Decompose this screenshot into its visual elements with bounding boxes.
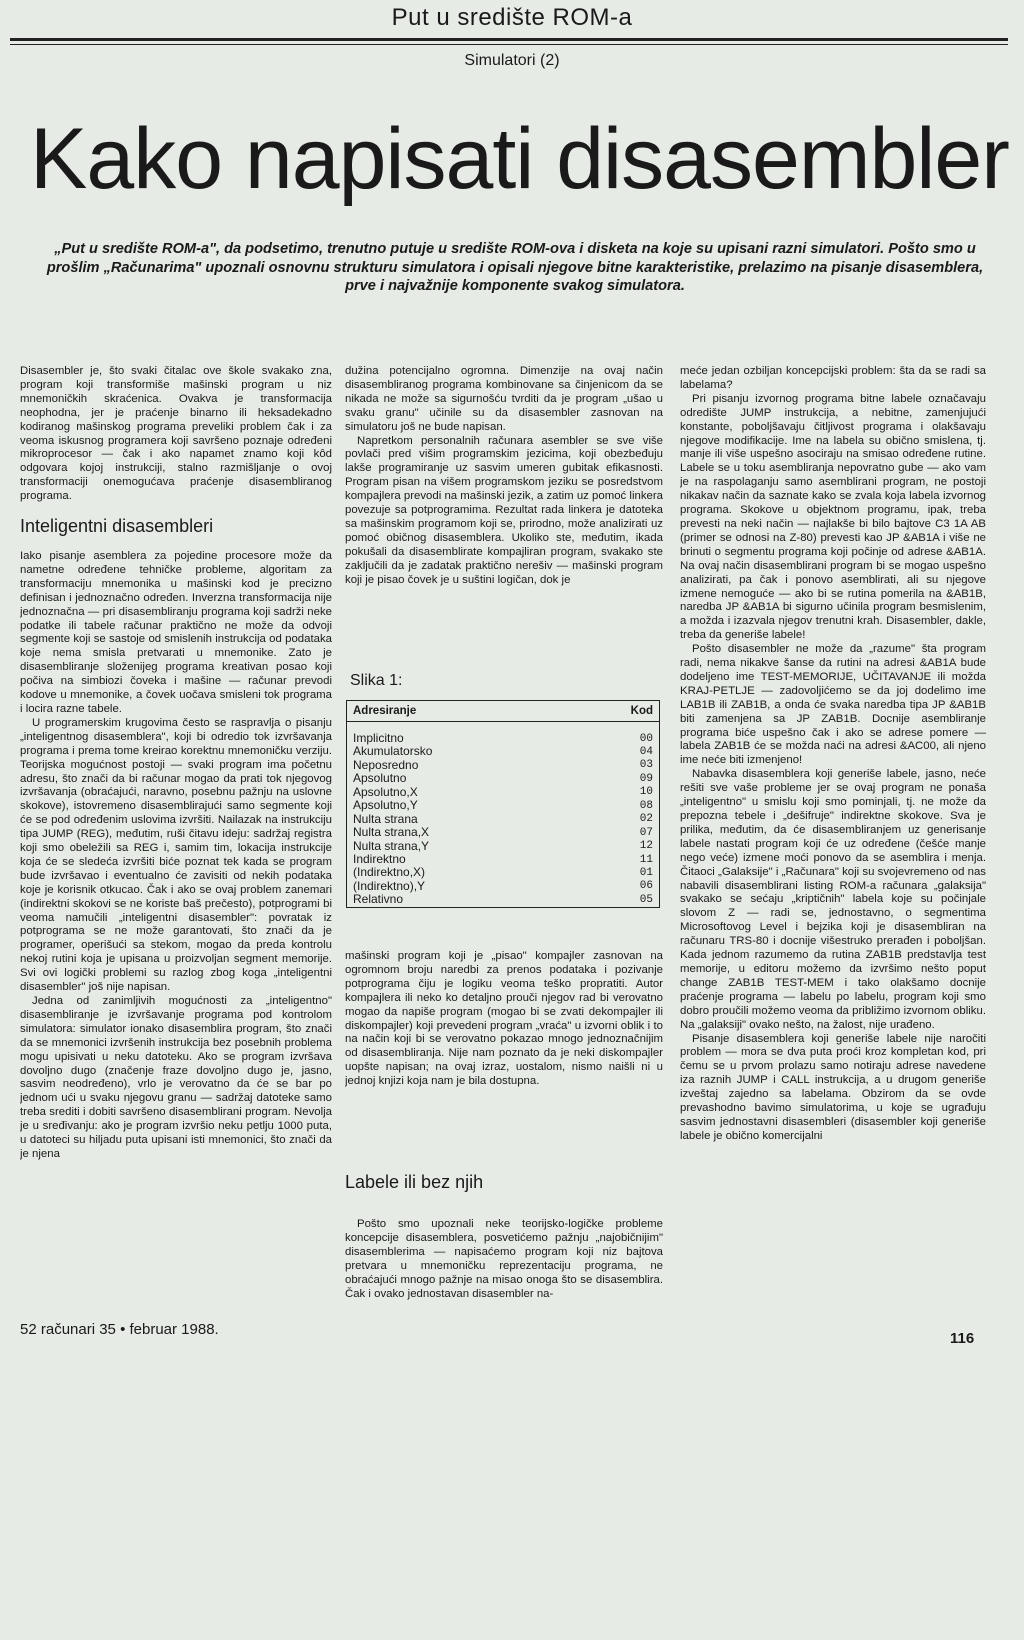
- page-footer: 52 računari 35 • februar 1988.: [20, 1321, 219, 1338]
- page-header: [0, 0, 1024, 36]
- paragraph: Iako pisanje asemblera za pojedine procesore može da nametne određene tehničke probleme, algoritam za transformaciju mnemonika u mašinski kod je precizno definisan i jednoznačno određen. Inverzna transformacija nije jednoznačna — pri disasembliranju programa koji sadrži neke podatke ili tabele računar praktično ne može da odvoji segmente koji se sastoje od smislenih instrukcija od podataka koje nema smisla pretvarati u mnemonike. Zato je disasembliranje složenijeg programa kreativan posao koji počiva na simbiozi čoveka i mašine — računar prevodi kodove u mnemonike, a čovek uočava smisleni tok programa i locira razne tabele.: [20, 550, 332, 715]
- subheading-inteligentni: Inteligentni disasembleri: [20, 516, 214, 537]
- table-row: Implicitno 00: [353, 731, 653, 745]
- column-1: [20, 365, 332, 1625]
- table-row: Apsolutno,X 10: [353, 784, 653, 799]
- paragraph: Pošto smo upoznali neke teorijsko-logičke probleme koncepcije disasemblera, posvetićemo pažnju „najobičnijim" disasemblerima — napisaćemo program koji niz bajtova pretvara u mnemoničku reprezentaciju programa, ne obraćajući mnogo pažnje na misao onoga što se disasemblira. Čak i ovako jednostavan disasembler na-: [345, 1218, 663, 1300]
- series-label: Simulatori (2): [464, 52, 560, 69]
- paragraph: Nabavka disasemblera koji generiše labele, jasno, neće rešiti sve vaše probleme jer se ovaj program ne ponaša „inteligentno" u smislu koji smo pominjali, tj. ne može da prepozna tebele i „dešifruje" indirektne skokove. Sva je prilika, međutim, da će disasembliranjem uz generisanje labele nastati program koji će uz određene (češće manje nego veće) izmene moći ponovo da se asemblira i menja. Čitaoci „Galaksije" i „Računara" koji su svojevremeno od nas nabavili disasemblirani listing ROM-a računara „galaksija" svakako se sećaju „kriptičnih" labela koje su počinjale slovom Z — radi se, jednostavno, o segmentima Microsoftovog Level i bejzika koji je disasembliran na računaru TRS-80 i docnije višestruko prerađen i poboljšan. Kada jednom razumemo da rutina ZAB1B predstavlja test memorije, u editoru možemo da izvršimo nešto poput change ZAB1B TEST-MEM i tako olakšamo docnije praćenje programa — labelu po labelu, program koji smo dobro proučili možemo veoma da približimo izvornom obliku. Na „galaksiji" ovako nešto, na žalost, nije urađeno.: [680, 768, 986, 1031]
- table-row: Relativno 05: [353, 892, 653, 907]
- column-2-bottom: [345, 1218, 663, 1318]
- addressing-table: [346, 700, 660, 908]
- table-row: Nulta strana,X 07: [353, 825, 653, 840]
- table-row: Indirektno 11: [353, 851, 653, 866]
- paragraph: dužina potencijalno ogromna. Dimenzije na ovaj način disasembliranog programa kombinovane sa činjenicom da se nikada ne može sa sigurnošću tvrditi da je program „ušao u svaku granu" učinile su da disasembler zasnovan na simulatoru još ne bude napisan.: [345, 365, 663, 433]
- paragraph: Pisanje disasemblera koji generiše labele nije naročiti problem — mora se dva puta proći kroz kompletan kod, pri čemu se u prvom prolazu samo notiraju adrese navedene iza raznih JUMP i CALL instrukcija, a u drugom generiše izveštaj zajedno sa labelama. Obzirom da se ovde prevashodno bavimo simulatorima, u koje se ugrađuju sasvim jednostavni disasembleri (disasembler koji generiše labele je obično komercijalni: [680, 1032, 986, 1142]
- paragraph: mašinski program koji je „pisao" kompajler zasnovan na ogromnom broju naredbi za prenos podataka i pozivanje potprograma čiju je logiku veoma teško propratiti. Autor kompajlera ili neko ko detaljno prouči njegov rad bi verovatno mogao da napiše program (mogao bi se zvati dekompajler ili diskompajler) koji prevedeni program „vraća" u izvorni oblik i to na način koji bi se verovatno pokazao mnogo jednoznačnijim od disasembliranja. Nije nam poznato da je neki diskompajler uopšte napisan; na ovaj izraz, uostalom, nismo naišli ni u jednoj knjizi koja nam je bila dostupna.: [345, 950, 663, 1088]
- table-row: Apsolutno 09: [353, 771, 653, 786]
- paragraph: Jedna od zanimljivih mogućnosti za „inteligentno" disasembliranje je izvršavanje programa pod kontrolom simulatora: simulator ionako disasemblira program, što znači da se mnemonici izvršenih instrukcija bez posebnih problema mogu upisivati u neku datoteku. Ako se program izvršava dovoljno dugo (značenje fraze dovoljno dugo je, jasno, sasvim neodređeno), vrlo je verovatno da će se bar po jednom ući u svaku njegovu granu — sadržaj datoteke samo treba srediti i dobiti savršeno disasemblirani program. Nevolja je u sređivanju: ako je program izvršio neku petlju 1000 puta, u datoteci su hiljadu puta upisani isti mnemonici, što znači da je njena: [20, 995, 332, 1160]
- paragraph: U programerskim krugovima često se raspravlja o pisanju „inteligentnog disasemblera", koji bi odredio tok izvršavanja programa i prema tome kreirao korektnu mnemoničku verziju. Teorijska mogućnost postoji — svaki program ima početnu adresu, što znači da bi računar mogao da prati tok njegovog izvršavanja (obraćajući, naravno, posebnu pažnju na uslovne skokove), istovremeno disasemblirajući samo segmente koji će se pod određenim uslovima izvršiti. Nailazak na instrukciju tipa JUMP (REG), međutim, ruši čitavu ideju: sadržaj registra koji smo obeležili sa REG i, samim tim, lokacija instrukcije koja će se sledeća izvršiti biće poznat tek kada se program bude izvršavao i eventualno će zavisiti od nekih podataka koje je korisnik otkucao. Čak i ako se ovaj problem zanemari (indirektni skokovi se ne koriste baš prečesto), potprogrami bi veoma namučili „inteligentni disasembler": povratak iz potprograma se ne može garantovati, što znači da je programer, operišući sa stekom, mogao da preda kontrolu nekoj rutini koja je upisana u proizvoljan segment memorije. Svi ovi logički problemi su razlog zbog koga „inteligentni disasembler" još nije napisan.: [20, 716, 332, 994]
- section-title: Put u središte ROM-a: [391, 4, 633, 31]
- table-row: Apsolutno,Y 08: [353, 798, 653, 813]
- table-row: Neposredno 03: [353, 757, 653, 772]
- table-row: Akumulatorsko 04: [353, 744, 653, 759]
- column-3: [680, 365, 986, 1640]
- figure-label: Slika 1:: [350, 672, 403, 689]
- table-row: (Indirektno),Y 06: [353, 878, 653, 893]
- table-row: (Indirektno,X) 01: [353, 865, 653, 880]
- paragraph: Napretkom personalnih računara asembler se sve više povlači pred višim programskim jezicima, koji obezbeđuju lakše programiranje uz sasvim umeren gubitak efikasnosti. Program pisan na višem programskom jeziku se posredstvom kompajlera prevodi na mašinski jezik, a zatim uz pomoć linkera povezuje sa potprogramima. Rezultat rada linkera je datoteka sa mašinskim programom koji se, prirodno, može analizirati uz pomoć običnog disasemblera. Ukoliko ste, međutim, ikada pokušali da disasemblirate kompajliran program, svakako ste zaključili da je zadatak praktično nerešiv — mašinski program koji je pisao čovek je u suštini logičan, dok je: [345, 434, 663, 586]
- paragraph: Pošto disasembler ne može da „razume" šta program radi, nema nikakve šanse da rutini na adresi &AB1A bude dodeljeno ime TEST-MEMORIJE, UČITAVANJE ili možda KRAJ-PETLJE — zadovoljićemo se da joj dodelimo ime LAB1B ili ZAB1B, a onda će svaka naredba tipa JP &AB1B biti zamenjena sa JP ZAB1B. Docnije asembliranje programa biće uspešno čak i ako se adrese pomere — labela ZAB1B će se možda naći na adresi &AC00, ali njeno ime neće biti izmenjeno!: [680, 643, 986, 767]
- page-number: 116: [950, 1330, 975, 1347]
- article-title: Kako napisati disasembler: [30, 111, 1009, 207]
- paragraph: Disasembler je, što svaki čitalac ove škole svakako zna, program koji transformiše mašinski program u niz mnemoničkih skraćenica. Ovakva je transformacija neophodna, jer je praćenje binarno ili heksadekadno kodiranog mašinskog programa preveliki problem čak i za veoma iskusnog programera koji savršeno poznaje određeni mikroprocesor — čak i ako napamet znamo koji kôd odgovara kojoj instrukciji, stalno razmišljanje o ovoj transformaciji onemogućava praćenje disasembliranog programa.: [20, 365, 332, 503]
- subheading-labele: Labele ili bez njih: [345, 1172, 484, 1192]
- table-header-code: Kod: [573, 701, 659, 722]
- paragraph: meće jedan ozbiljan koncepcijski problem: šta da se radi sa labelama?: [680, 365, 986, 391]
- header-rule-thin: [10, 44, 1008, 45]
- header-rule-thick: [10, 38, 1008, 41]
- column-2-middle: [345, 950, 663, 1130]
- table-row: Nulta strana,Y 12: [353, 838, 653, 853]
- paragraph: Pri pisanju izvornog programa bitne labele označavaju odredište JUMP instrukcija, a nebitne, zamenjujući konstante, poboljšavaju čitljivost programa i olakšavaju njegove modifikacije. Ime na labela su obično smislena, tj. manje ili više uspešno asociraju na smisao određene rutine. Labele se u toku asembliranja nepovratno gube — ako vam je na raspolaganju samo asemblirani program, ne postoji nikakav način da saznate kako se zvala koja labela izvornog programa. Skokove u objektnom programu, ipak, treba prevesti na neki način — najlakše bi bilo bajtove C3 1A AB (primer se odnosi na Z-80) prevesti kao JP &AB1A i više ne brinuti o segmentu programa koji počinje od adrese &AB1A. Na ovaj način disasemblirani program bi se mogao uspešno analizirati, pa čak i ponovo asemblirati, ali su njegove izmene nemoguće — ako bi se rutina pomerila na &AB1B, naredba JP &AB1A bi sigurno učinila program besmislenim, a možda i izazvala njegov trenutni krah. Disasembler, dakle, treba da generiše labele!: [680, 392, 986, 642]
- table-header-row: [347, 701, 660, 722]
- column-2-top: [345, 365, 663, 637]
- table-row: Nulta strana 02: [353, 811, 653, 826]
- article-lead: „Put u središte ROM-a", da podsetimo, trenutno putuje u središte ROM-ova i disketa na koje su upisani razni simulatori. Pošto smo u prošlim „Računarima" upoznali osnovnu strukturu simulatora i opisali njegove bitne karakteristike, prelazimo na pisanje disasemblera, prve i najvažnije komponente svakog simulatora.: [46, 241, 984, 295]
- table-header-mode: Adresiranje: [347, 701, 574, 722]
